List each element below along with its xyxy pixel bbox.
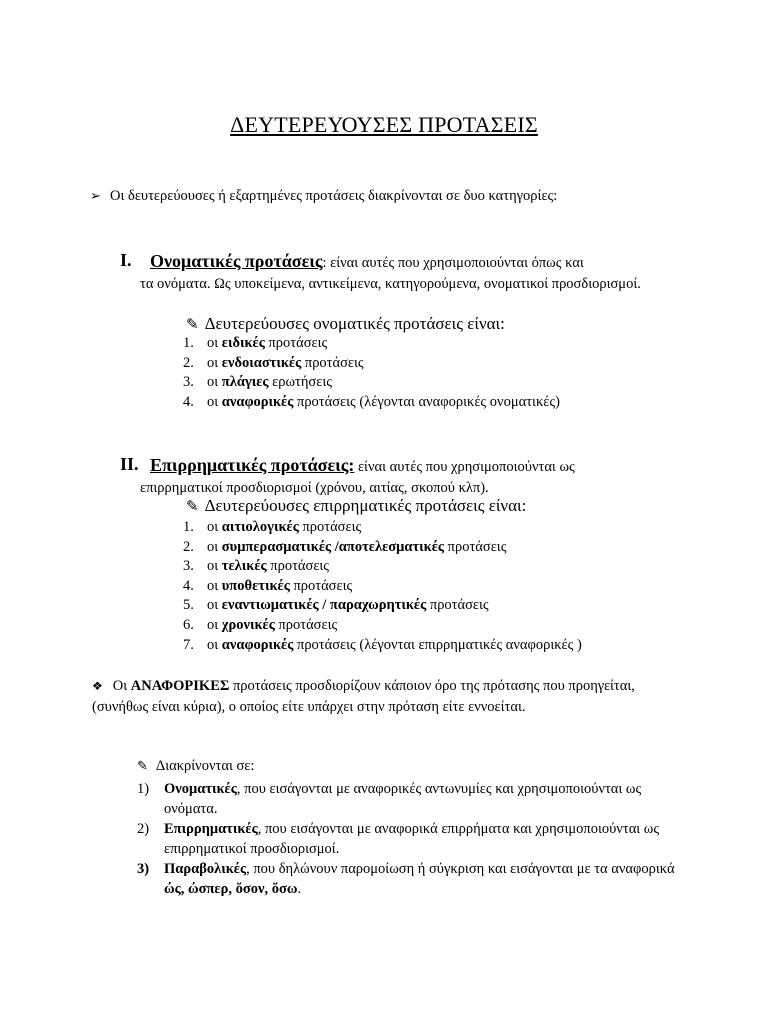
arrowhead-bullet-icon: ➢: [90, 188, 101, 203]
section-numeral: I.: [120, 250, 132, 270]
subheading-nominal: [186, 314, 505, 334]
item-prefix: οι: [207, 538, 222, 555]
item-number: 2.: [183, 354, 194, 371]
section-heading: [120, 250, 690, 274]
item-suffix: προτάσεις: [426, 597, 489, 614]
section-adverbial: [120, 454, 690, 498]
item-number: 1.: [183, 519, 194, 535]
item-number: 2.: [183, 538, 194, 555]
list-item: [183, 334, 560, 354]
item-number: 3): [137, 861, 150, 877]
section-nominal: [120, 250, 690, 294]
subheading-text: Δευτερεύουσες ονοματικές προτάσεις είναι:: [204, 314, 505, 333]
item-number: 1): [137, 781, 150, 797]
section-definition-continued: επιρρηματικοί προσδιορισμοί (χρόνου, αιτίας, σκοπού κλπ).: [140, 480, 489, 496]
item-suffix: προτάσεις (λέγονται αναφορικές ονοματικές): [293, 393, 560, 410]
item-text: , που δηλώνουν παρομοίωση ή σύγκριση και εισάγονται με τα αναφορικά: [246, 861, 675, 877]
section-definition: : είναι αυτές που χρησιμοποιούνται όπως και: [322, 255, 584, 271]
item-suffix: προτάσεις: [298, 519, 362, 535]
item-number: 5.: [183, 597, 194, 614]
item-number: 4.: [183, 577, 194, 594]
item-number: 1.: [183, 335, 194, 351]
item-suffix: προτάσεις: [289, 577, 353, 594]
item-prefix: οι: [207, 558, 222, 575]
pencil-icon: ✎: [137, 758, 148, 773]
item-bold-term: αναφορικές: [221, 393, 294, 410]
adverbial-clauses-list: [183, 518, 582, 655]
section-term: Ονοματικές προτάσεις: [150, 251, 323, 271]
item-number: 6.: [183, 616, 194, 633]
item-prefix: οι: [207, 393, 222, 410]
page-title: ΔΕΥΤΕΡΕΥΟΥΣΕΣ ΠΡΟΤΑΣΕΙΣ: [230, 112, 538, 137]
subheading-text: Δευτερεύουσες επιρρηματικές προτάσεις είναι:: [204, 496, 527, 515]
item-suffix: προτάσεις: [301, 354, 364, 371]
intro-text: Οι δευτερεύουσες ή εξαρτημένες προτάσεις διακρίνονται σε δυο κατηγορίες:: [110, 188, 558, 204]
item-prefix: οι: [207, 335, 222, 351]
item-number: 3.: [183, 374, 194, 391]
relative-clauses-paragraph: [92, 676, 692, 717]
paragraph-lead: Οι: [112, 678, 131, 694]
item-suffix: προτάσεις (λέγονται επιρρηματικές αναφορικές ): [293, 636, 582, 653]
item-suffix: προτάσεις: [264, 335, 328, 351]
item-prefix: οι: [207, 616, 222, 633]
section-definition-continued: τα ονόματα. Ως υποκείμενα, αντικείμενα, κατηγορούμενα, ονοματικοί προσδιορισμοί.: [140, 276, 641, 292]
item-suffix: ερωτήσεις: [268, 374, 332, 391]
section-heading: [120, 454, 690, 478]
item-bold-term: αναφορικές: [221, 636, 294, 653]
item-suffix: προτάσεις: [266, 558, 330, 575]
item-bold-term: αιτιολογικές: [221, 519, 299, 535]
item-bold-term: χρονικές: [221, 616, 275, 633]
diamond-bullet-icon: ❖: [92, 679, 103, 693]
item-prefix: οι: [207, 519, 222, 535]
item-text: , που εισάγονται με αναφορικά επιρρήματα και χρησιμοποιούνται ως επιρρηματικοί προσδιορισμοί.: [164, 821, 660, 857]
list-item: [183, 557, 582, 577]
list-item: [183, 518, 582, 538]
item-bold-term: ενδοιαστικές: [221, 354, 302, 371]
list-item: [137, 859, 692, 899]
item-prefix: οι: [207, 636, 222, 653]
item-number: 7.: [183, 636, 194, 653]
paragraph-bold-term: ΑΝΑΦΟΡΙΚΕΣ: [130, 678, 230, 694]
list-item: [183, 577, 582, 597]
list-item: [183, 354, 560, 374]
section-term: Επιρρηματικές προτάσεις:: [150, 455, 355, 475]
subheading-adverbial: [186, 496, 526, 516]
item-prefix: οι: [207, 374, 222, 391]
item-end: .: [297, 881, 302, 897]
distinction-text: Διακρίνονται σε:: [155, 758, 255, 774]
item-bold-term: ειδικές: [221, 335, 265, 351]
item-number: 2): [137, 821, 150, 837]
relative-types-list: [137, 779, 692, 899]
list-item: [137, 819, 692, 859]
item-bold-term: εναντιωματικές / παραχωρητικές: [221, 597, 427, 614]
item-suffix: προτάσεις: [274, 616, 338, 633]
item-bold-term: πλάγιες: [221, 374, 269, 391]
item-prefix: οι: [207, 577, 222, 594]
distinction-heading: [137, 758, 254, 775]
item-bold-term: Ονοματικές: [164, 781, 237, 797]
list-item: [137, 779, 692, 819]
item-bold-term: τελικές: [221, 558, 267, 575]
list-item: [183, 393, 560, 413]
list-item: [183, 373, 560, 393]
item-prefix: οι: [207, 597, 222, 614]
item-number: 3.: [183, 558, 194, 575]
list-item: [183, 538, 582, 558]
nominal-clauses-list: [183, 334, 560, 412]
item-bold-term: Επιρρηματικές: [164, 821, 258, 837]
item-bold-examples: ώς, ώσπερ, ὅσον, ὅσω: [164, 881, 298, 897]
list-item: [183, 636, 582, 656]
list-item: [183, 596, 582, 616]
item-number: 4.: [183, 393, 194, 410]
item-bold-term: συμπερασματικές /αποτελεσματικές: [221, 538, 445, 555]
item-bold-term: υποθετικές: [221, 577, 290, 594]
section-numeral: II.: [120, 454, 139, 474]
pencil-icon: ✎: [186, 317, 199, 333]
section-definition: είναι αυτές που χρησιμοποιούνται ως: [354, 459, 575, 475]
list-item: [183, 616, 582, 636]
item-text: , που εισάγονται με αναφορικές αντωνυμίες και χρησιμοποιούνται ως ονόματα.: [164, 781, 642, 817]
pencil-icon: ✎: [186, 499, 199, 515]
item-suffix: προτάσεις: [444, 538, 507, 555]
item-prefix: οι: [207, 354, 222, 371]
paragraph-text: προτάσεις προσδιορίζουν κάποιον όρο της πρότασης που προηγείται, (συνήθως είναι κύρια), ο οποίος είτε υπάρχει στην πρόταση είτε εννοείται.: [92, 678, 635, 715]
item-bold-term: Παραβολικές: [164, 861, 247, 877]
